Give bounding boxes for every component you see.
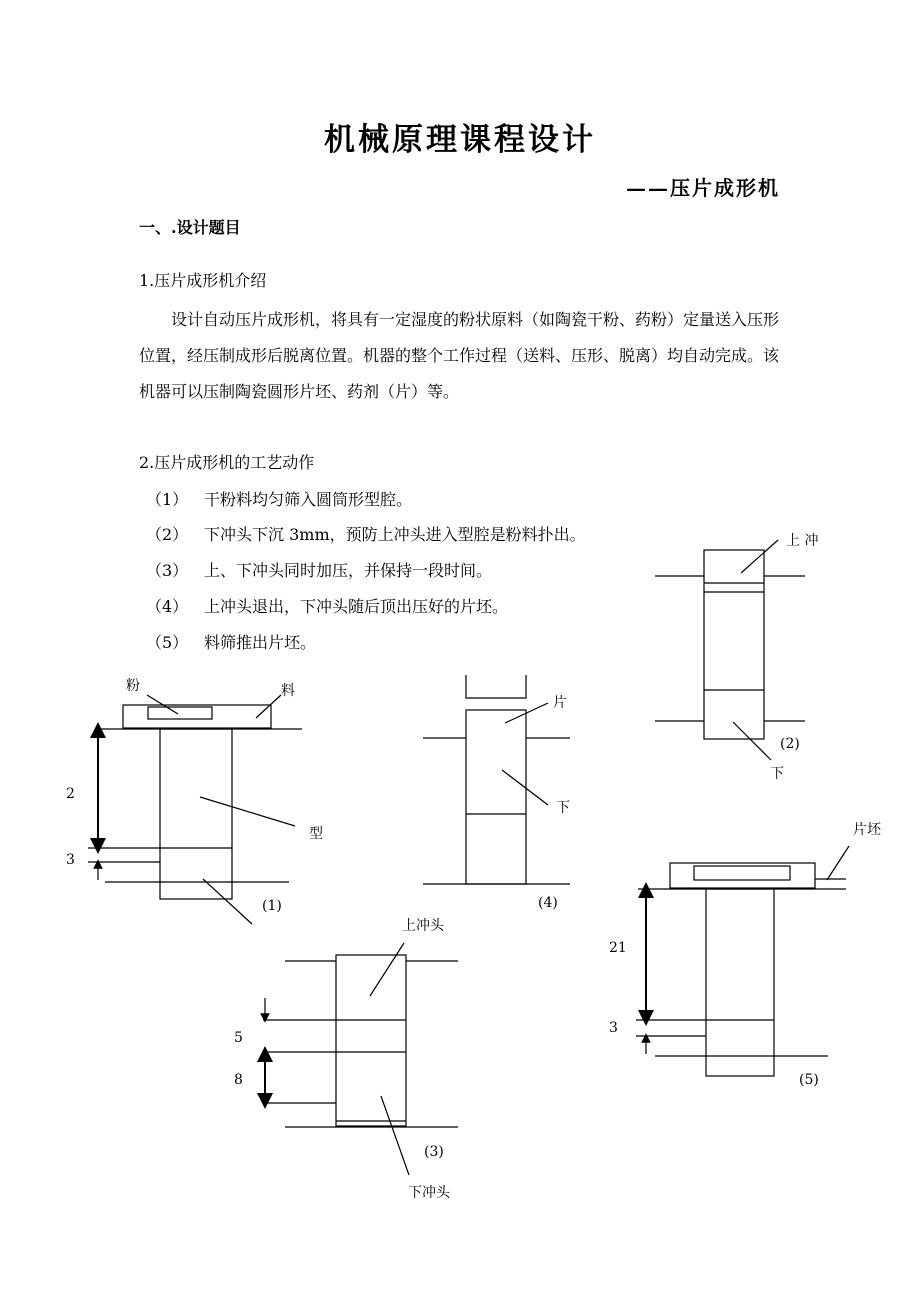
fig4-label-pian: 片: [553, 695, 567, 711]
figure-4-ejection: [423, 675, 570, 884]
step-text: 料筛推出片坯。: [204, 633, 317, 652]
step-number: （2）: [146, 525, 189, 544]
fig3-label-top: 上冲头: [402, 918, 444, 934]
step-text: 干粉料均匀筛入圆筒形型腔。: [204, 490, 413, 509]
fig2-caption: (2): [780, 736, 800, 752]
figure-2-lower-punch-sink: [655, 540, 805, 760]
fig4-label-xia: 下: [556, 800, 570, 816]
fig3-dim-b: 8: [234, 1072, 243, 1088]
fig2-label-bottom: 下: [770, 766, 784, 782]
fig1-label-liao: 料: [281, 683, 295, 699]
fig1-dim-a: 2: [66, 786, 75, 802]
fig1-label-fen: 粉: [126, 678, 140, 694]
fig3-dim-a: 5: [234, 1030, 243, 1046]
fig1-label-xing: 型: [309, 826, 323, 842]
step-text: 下冲头下沉 3mm，预防上冲头进入型腔是粉料扑出。: [204, 525, 586, 544]
step-number: （3）: [146, 561, 189, 580]
figure-5-push-out: [636, 846, 849, 1076]
figure-3-pressing: [263, 943, 458, 1175]
fig5-caption: (5): [799, 1072, 819, 1088]
fig5-label-piece: 片坯: [853, 822, 881, 838]
section-heading: 一、.设计题目: [139, 218, 241, 237]
fig2-label-top: 上 冲: [786, 533, 819, 549]
fig4-caption: (4): [538, 895, 558, 911]
step-number: （1）: [146, 490, 189, 509]
part2-heading: 2.压片成形机的工艺动作: [139, 453, 315, 472]
figure-1-feeding: [88, 695, 302, 924]
step-number: （4）: [146, 597, 189, 616]
step-text: 上冲头退出，下冲头随后顶出压好的片坯。: [204, 597, 509, 616]
document-title: 机械原理课程设计: [324, 122, 596, 158]
fig1-dim-b: 3: [66, 852, 75, 868]
fig1-caption: (1): [262, 898, 282, 914]
step-text: 上、下冲头同时加压，并保持一段时间。: [204, 561, 493, 580]
part1-heading: 1.压片成形机介绍: [139, 271, 267, 290]
intro-paragraph: 设计自动压片成形机，将具有一定湿度的粉状原料（如陶瓷干粉、药粉）定量送入压形位置，经压制成形后脱离位置。机器的整个工作过程（送料、压形、脱离）均自动完成。该机器可以压制陶瓷圆形片坯、药剂（片）等。: [139, 310, 780, 401]
fig5-dim-a: 21: [609, 940, 627, 956]
fig3-caption: (3): [424, 1144, 444, 1160]
fig3-label-bottom: 下冲头: [408, 1185, 450, 1201]
step-number: （5）: [146, 633, 189, 652]
document-subtitle: ——压片成形机: [626, 176, 780, 200]
fig5-dim-b: 3: [609, 1020, 618, 1036]
